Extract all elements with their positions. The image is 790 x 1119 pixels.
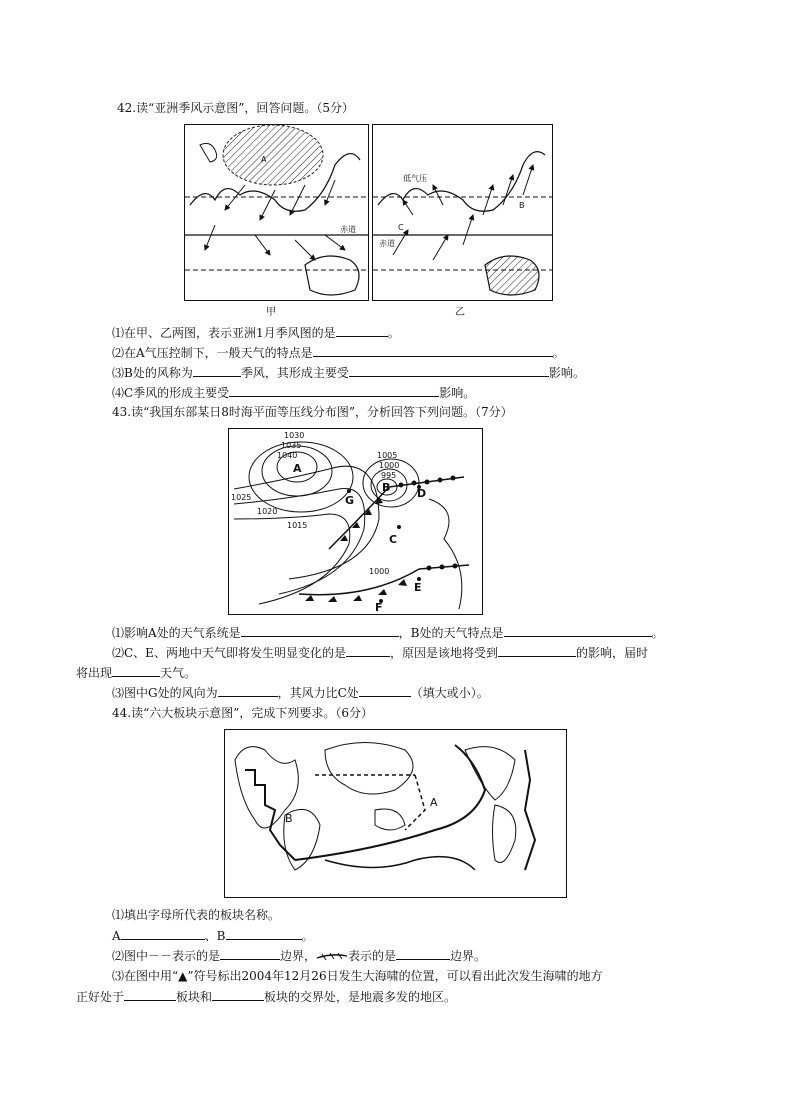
q42-title: 42.读“亚洲季风示意图”，回答问题。（5分） — [117, 101, 354, 115]
map-yi-caption: 乙 — [455, 307, 465, 318]
q43-sub2-text-c: 的影响，届时 — [575, 646, 648, 660]
asia-monsoon-map-yi — [372, 124, 553, 301]
q44-answer-3b[interactable] — [212, 988, 264, 1001]
isobar-1030: 1030 — [284, 431, 305, 440]
q43-sub1 — [112, 624, 664, 641]
q44-sub3-text-c: 板块和 — [176, 990, 213, 1004]
q44-title: 44.读“六大板块示意图”，完成下列要求。（6分） — [112, 706, 373, 720]
convergent-boundary-icon — [316, 952, 348, 962]
monsoon-map-yi-graphic — [373, 125, 552, 300]
q43-answer-3b[interactable] — [359, 684, 411, 697]
plates-graphic — [225, 730, 566, 897]
q42-answer-3a[interactable] — [193, 364, 241, 377]
isobar-1015: 1015 — [287, 521, 308, 530]
q44-answer-2b[interactable] — [396, 947, 450, 960]
q43-title: 43.读“我国东部某日8时海平面等压线分布图”，分析回答下列问题。（7分） — [112, 405, 513, 419]
point-b: B — [382, 481, 391, 494]
q44-sub1: ⑴填出字母所代表的板块名称。 — [112, 908, 281, 922]
isobar-1035: 1035 — [281, 441, 302, 450]
q44-answer-3a[interactable] — [124, 988, 176, 1001]
q44-sub1-a-label: A — [112, 929, 121, 943]
q44-sub3-text-d: 板块的交界处，是地震多发的地区。 — [264, 990, 457, 1004]
q43-sub3-text-a: ⑶图中G处的风向为 — [112, 686, 218, 700]
point-g: G — [345, 494, 355, 507]
q43-sub2-cont — [76, 664, 196, 681]
isobar-995: 995 — [381, 471, 397, 480]
q43-answer-3a[interactable] — [218, 684, 278, 697]
q44-sub2-text-c: 表示的是 — [348, 949, 397, 963]
q43-sub2-text-d: 将出现 — [76, 666, 113, 680]
q42-sub1-text: ⑴在甲、乙两图，表示亚洲1月季风图的是 — [112, 326, 336, 340]
q43-sub1-text-c: 。 — [651, 626, 664, 640]
yi-label-c: C — [398, 223, 404, 232]
q42-answer-1[interactable] — [336, 324, 388, 337]
q42-sub3-text-b: 季风，其形成主要受 — [240, 366, 349, 380]
isobar-map — [228, 428, 483, 615]
q44-answer-2a[interactable] — [220, 947, 280, 960]
q43-answer-2a[interactable] — [346, 644, 390, 657]
q44-answer-b[interactable] — [226, 927, 302, 940]
q43-sub2 — [112, 644, 648, 661]
q44-sub2-text-d: 边界。 — [450, 949, 487, 963]
point-a: A — [293, 462, 302, 475]
q44-sub3-text-b: 正好处于 — [76, 990, 125, 1004]
q44-sub1-end: 。 — [301, 929, 314, 943]
isobar-1005: 1005 — [377, 451, 398, 460]
q42-sub4 — [112, 384, 475, 401]
q43-sub3-text-c: （填大或小）。 — [410, 686, 489, 700]
q44-answer-a[interactable] — [121, 927, 205, 940]
q44-sub2-text-b: 边界， — [280, 949, 317, 963]
q42-sub3 — [112, 364, 585, 381]
q42-answer-3b[interactable] — [349, 364, 549, 377]
six-plates-map — [224, 729, 567, 898]
q42-answer-4[interactable] — [229, 384, 439, 397]
q43-sub2-text-a: ⑵C、E、两地中天气即将发生明显变化的是 — [112, 646, 346, 660]
q42-sub1 — [112, 324, 400, 341]
isobar-graphic — [229, 429, 482, 614]
map-jia-caption: 甲 — [266, 307, 276, 318]
yi-label-b: B — [519, 201, 525, 210]
q44-sub1-b-label: 、B — [204, 929, 226, 943]
q44-sub2 — [112, 947, 486, 964]
jia-label-equator: 赤道 — [340, 225, 356, 234]
plate-a: A — [430, 796, 438, 809]
q44-sub3: ⑶在图中用“▲”符号标出2004年12月26日发生大海啸的位置，可以看出此次发生海啸的地方 — [112, 969, 603, 983]
q43-sub1-text-a: ⑴影响A处的天气系统是 — [112, 626, 241, 640]
q44-sub1-answers — [112, 927, 314, 944]
isobar-1025: 1025 — [231, 493, 252, 502]
q42-answer-2[interactable] — [313, 344, 553, 357]
isobar-1040: 1040 — [277, 451, 298, 460]
q43-answer-2b[interactable] — [498, 644, 576, 657]
q43-sub2-text-e: 天气。 — [160, 666, 197, 680]
q43-sub1-text-b: ，B处的天气特点是 — [398, 626, 504, 640]
q44-sub3-cont — [76, 988, 456, 1005]
q42-sub4-text-b: 影响。 — [439, 386, 476, 400]
point-f: F — [375, 601, 383, 614]
q43-answer-2c[interactable] — [112, 664, 160, 677]
point-c: C — [389, 533, 398, 546]
point-d: D — [417, 487, 427, 500]
q42-sub1-end: 。 — [387, 326, 400, 340]
yi-label-equator: 赤道 — [379, 239, 395, 248]
q43-sub3 — [112, 684, 489, 701]
isobar-1020: 1020 — [257, 507, 278, 516]
q44-sub2-text-a: ⑵图中－－表示的是 — [112, 949, 221, 963]
point-e: E — [414, 581, 422, 594]
yi-label-low: 低气压 — [403, 174, 427, 183]
asia-monsoon-map-jia — [184, 124, 369, 301]
q43-answer-1a[interactable] — [241, 624, 399, 637]
q42-sub3-text-a: ⑶B处的风称为 — [112, 366, 193, 380]
isobar-1000: 1000 — [379, 461, 400, 470]
monsoon-map-jia-graphic — [185, 125, 368, 300]
q42-sub2 — [112, 344, 565, 361]
q42-sub2-text: ⑵在A气压控制下，一般天气的特点是 — [112, 346, 313, 360]
jia-label-a: A — [261, 155, 267, 164]
q42-sub4-text-a: ⑷C季风的形成主要受 — [112, 386, 230, 400]
q43-sub3-text-b: ，其风力比C处 — [277, 686, 359, 700]
q43-sub2-text-b: ，原因是该地将受到 — [389, 646, 498, 660]
isobar-1000-lower: 1000 — [369, 567, 390, 576]
q42-sub3-text-c: 影响。 — [548, 366, 585, 380]
q43-answer-1b[interactable] — [504, 624, 652, 637]
plate-b: B — [285, 812, 293, 825]
q42-sub2-end: 。 — [552, 346, 565, 360]
